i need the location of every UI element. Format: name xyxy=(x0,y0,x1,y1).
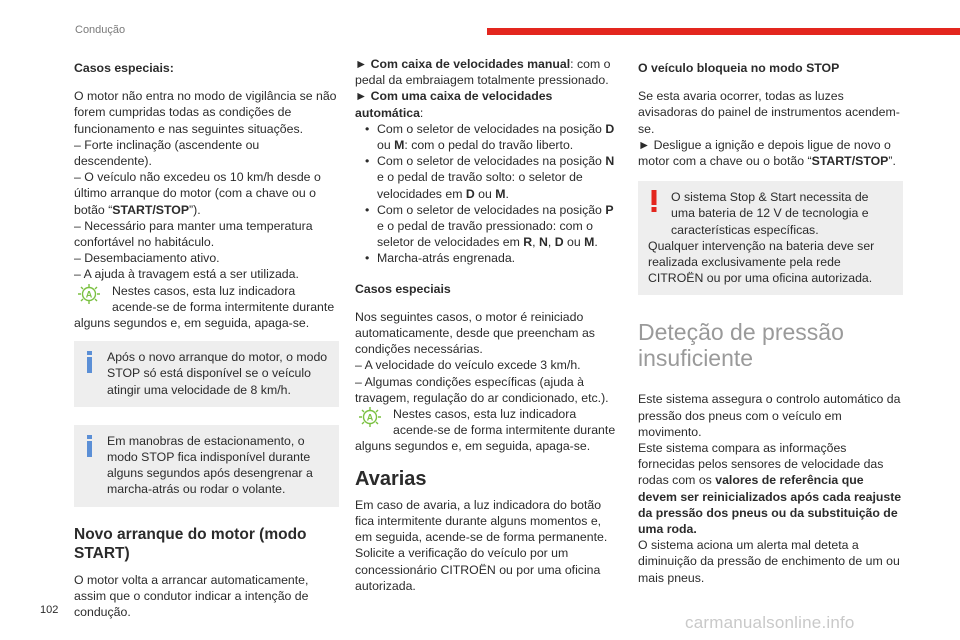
paragraph: Este sistema assegura o controlo automático da pressão dos pneus com o veículo em movimento. xyxy=(638,392,901,439)
heading-start-mode: Novo arranque do motor (modo START) xyxy=(74,525,307,562)
heading-special-cases-2: Casos especiais xyxy=(355,281,451,296)
list-item: • Com o seletor de velocidades na posição N e o pedal de travão solto: o seletor de velocidades em D ou M. xyxy=(365,154,615,201)
warning-box-battery: O sistema Stop & Start necessita de uma bateria de 12 V de tecnologia e características específicas. Qualquer intervenção na bateria deve ser realizada exclusivamente pela rede CITROËN ou por uma oficina autorizada. xyxy=(638,181,903,295)
lamp-note: A Nestes casos, esta luz indicadora acende-se de forma intermitente durante alguns segundos e, em seguida, apaga-se. xyxy=(355,407,616,454)
section-title: Condução xyxy=(75,24,126,36)
paragraph: O motor não entra no modo de vigilância se não forem cumpridas todas as condições de funcionamento e nas seguintes situações. xyxy=(74,89,337,136)
info-icon xyxy=(86,435,94,461)
list-item: – Desembaciamento ativo. xyxy=(74,251,220,266)
list-item: – A velocidade do veículo excede 3 km/h. xyxy=(355,358,581,373)
list-item: – Necessário para manter uma temperatura confortável no habitáculo. xyxy=(74,218,313,250)
page-number: 102 xyxy=(40,604,59,616)
list-item: – A ajuda à travagem está a ser utilizada. xyxy=(74,267,299,282)
column-middle xyxy=(355,56,620,594)
paragraph: Nos seguintes casos, o motor é reiniciado automaticamente, desde que preencham as condições necessárias. xyxy=(355,309,595,357)
list-item: – O veículo não excedeu os 10 km/h desde o último arranque do motor (com a chave ou o botão “START/STOP”). xyxy=(74,170,321,217)
heading-special-cases: Casos especiais: xyxy=(74,61,174,75)
list-item: – Algumas condições específicas (ajuda à travagem, regulação do ar condicionado, etc.). xyxy=(355,374,609,405)
paragraph: Em caso de avaria, a luz indicadora do botão fica intermitente durante alguns momentos e, em seguida, acende-se de forma permanente. xyxy=(355,497,608,545)
column-left xyxy=(74,56,339,620)
info-box-stop-speed: Após o novo arranque do motor, o modo STOP só está disponível se o veículo atingir uma velocidade de 8 km/h. xyxy=(74,341,339,407)
header-accent-bar xyxy=(487,28,960,35)
lamp-note: A Nestes casos, esta luz indicadora acende-se de forma intermitente durante alguns segundos e, em seguida, apaga-se. xyxy=(74,283,335,331)
svg-text:A: A xyxy=(85,289,93,300)
paragraph: ► Desligue a ignição e depois ligue de novo o motor com a chave ou o botão “START/STOP”. xyxy=(638,137,896,169)
list-item: – Forte inclinação (ascendente ou descendente). xyxy=(74,137,260,169)
heading-stop-lock: O veículo bloqueia no modo STOP xyxy=(638,61,840,75)
paragraph: O motor volta a arrancar automaticamente, assim que o condutor indicar a intenção de condução. xyxy=(74,572,309,620)
paragraph: Se esta avaria ocorrer, todas as luzes avisadoras do painel de instrumentos acendem-se. xyxy=(638,89,900,136)
svg-text:A: A xyxy=(366,412,374,423)
manual-gearbox-item: ► Com caixa de velocidades manual: com o pedal da embraiagem totalmente pressionado. xyxy=(355,57,611,88)
stop-start-lamp-icon xyxy=(355,406,385,428)
paragraph: O sistema aciona um alerta mal deteta a diminuição da pressão de enchimento de um ou mais pneus. xyxy=(638,538,900,585)
list-item: • Com o seletor de velocidades na posição D ou M: com o pedal do travão liberto. xyxy=(365,121,615,153)
warning-icon xyxy=(651,190,657,216)
heading-faults: Avarias xyxy=(355,467,427,490)
list-item: • Com o seletor de velocidades na posição P e o pedal de travão pressionado: com o seletor de velocidades em R, N, D ou M. xyxy=(365,202,614,250)
paragraph: Solicite a verificação do veículo por um concessionário CITROËN ou por uma oficina autorizada. xyxy=(355,546,601,593)
list-item: • Marcha-atrás engrenada. xyxy=(365,251,516,266)
info-box-parking: Em manobras de estacionamento, o modo STOP fica indisponível durante alguns segundos após desengrenar a marcha-atrás ou rodar o volante. xyxy=(74,425,339,507)
column-right xyxy=(638,56,903,586)
paragraph: Este sistema compara as informações fornecidas pelos sensores de velocidade das rodas com os valores de referência que devem ser reinicializados após cada reajuste da pressão dos pneus ou da substituição de uma roda. xyxy=(638,441,902,537)
heading-underinflation: Deteção de pressão insuficiente xyxy=(638,319,844,372)
stop-start-lamp-icon xyxy=(74,283,104,305)
automatic-gearbox-item: ► Com uma caixa de velocidades automática: xyxy=(355,89,553,120)
info-icon xyxy=(86,351,94,377)
watermark: carmanualsonline.info xyxy=(685,613,855,632)
